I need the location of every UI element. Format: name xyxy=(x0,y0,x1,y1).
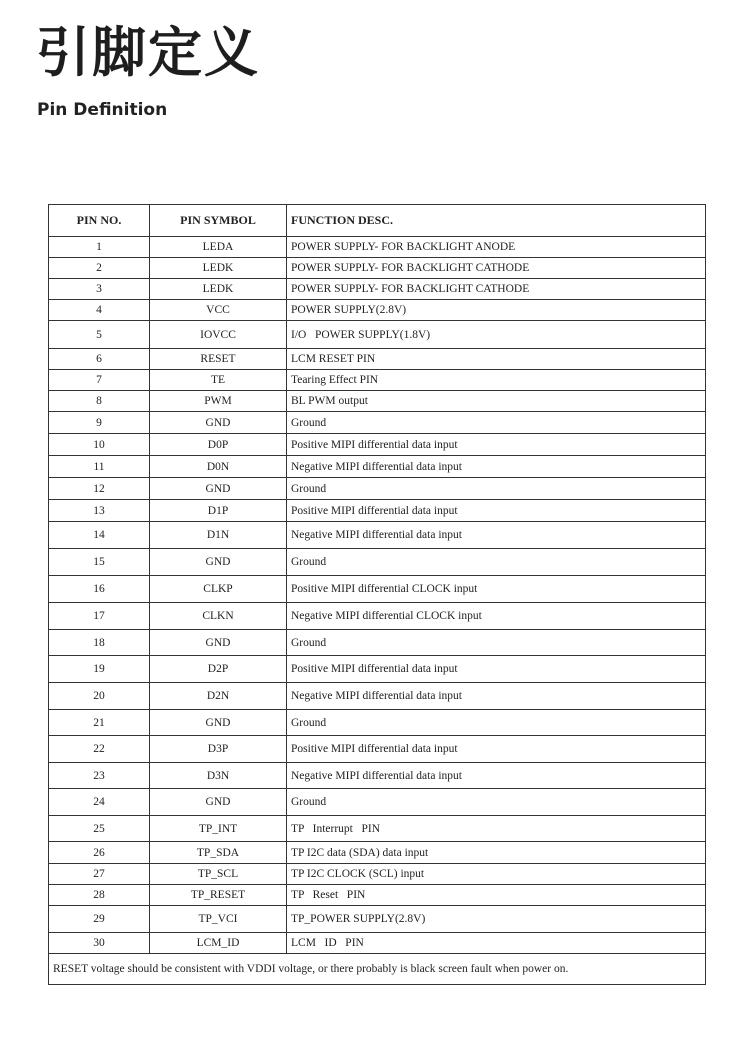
pin-symbol: D0N xyxy=(150,456,287,478)
pin-function: Positive MIPI differential CLOCK input xyxy=(287,576,706,603)
pin-function: Ground xyxy=(287,630,706,656)
table-row xyxy=(49,500,706,522)
pin-symbol: GND xyxy=(150,789,287,816)
pin-number: 9 xyxy=(49,412,150,434)
pin-function: Positive MIPI differential data input xyxy=(287,434,706,456)
pin-symbol: GND xyxy=(150,549,287,576)
table-row xyxy=(49,549,706,576)
pin-function: Ground xyxy=(287,789,706,816)
table-row xyxy=(49,279,706,300)
pin-number: 1 xyxy=(49,237,150,258)
pin-function: POWER SUPPLY- FOR BACKLIGHT CATHODE xyxy=(287,258,706,279)
table-row xyxy=(49,258,706,279)
pin-number: 10 xyxy=(49,434,150,456)
pin-function: TP_POWER SUPPLY(2.8V) xyxy=(287,906,706,933)
pin-function: Positive MIPI differential data input xyxy=(287,736,706,763)
pin-function: Negative MIPI differential data input xyxy=(287,763,706,789)
pin-symbol: GND xyxy=(150,412,287,434)
pin-symbol: LEDA xyxy=(150,237,287,258)
pin-number: 2 xyxy=(49,258,150,279)
pin-number: 19 xyxy=(49,656,150,683)
table-row xyxy=(49,391,706,412)
pin-symbol: CLKP xyxy=(150,576,287,603)
pin-symbol: LCM_ID xyxy=(150,933,287,954)
pin-symbol: TE xyxy=(150,370,287,391)
pin-symbol: CLKN xyxy=(150,603,287,630)
pin-function: TP I2C CLOCK (SCL) input xyxy=(287,864,706,885)
pin-symbol: IOVCC xyxy=(150,321,287,349)
pin-symbol: D3P xyxy=(150,736,287,763)
table-row xyxy=(49,412,706,434)
table-row xyxy=(49,456,706,478)
pin-symbol: RESET xyxy=(150,349,287,370)
pin-symbol: GND xyxy=(150,710,287,736)
table-row xyxy=(49,816,706,842)
table-header-row xyxy=(49,205,706,237)
header-function-desc: FUNCTION DESC. xyxy=(287,205,706,237)
pin-function: POWER SUPPLY- FOR BACKLIGHT CATHODE xyxy=(287,279,706,300)
table-row xyxy=(49,906,706,933)
pin-number: 17 xyxy=(49,603,150,630)
header-pin-symbol: PIN SYMBOL xyxy=(150,205,287,237)
pin-symbol: D0P xyxy=(150,434,287,456)
pin-number: 28 xyxy=(49,885,150,906)
pin-symbol: D2N xyxy=(150,683,287,710)
table-row xyxy=(49,576,706,603)
pin-number: 21 xyxy=(49,710,150,736)
pin-function: TP I2C data (SDA) data input xyxy=(287,842,706,864)
table-row xyxy=(49,710,706,736)
table-row xyxy=(49,478,706,500)
pin-number: 7 xyxy=(49,370,150,391)
pin-function: TP Reset PIN xyxy=(287,885,706,906)
pin-symbol: TP_VCI xyxy=(150,906,287,933)
table-row xyxy=(49,603,706,630)
pin-function: TP Interrupt PIN xyxy=(287,816,706,842)
pin-number: 24 xyxy=(49,789,150,816)
pin-symbol: D1N xyxy=(150,522,287,549)
pin-number: 3 xyxy=(49,279,150,300)
pin-table-body xyxy=(49,237,706,954)
pin-function: Positive MIPI differential data input xyxy=(287,656,706,683)
table-row xyxy=(49,656,706,683)
table-row xyxy=(49,885,706,906)
pin-function: POWER SUPPLY(2.8V) xyxy=(287,300,706,321)
pin-number: 16 xyxy=(49,576,150,603)
pin-function: Negative MIPI differential data input xyxy=(287,683,706,710)
table-row xyxy=(49,630,706,656)
pin-number: 23 xyxy=(49,763,150,789)
table-row xyxy=(49,522,706,549)
page-title-chinese: 引脚定义 xyxy=(36,21,260,84)
pin-symbol: LEDK xyxy=(150,279,287,300)
pin-symbol: TP_RESET xyxy=(150,885,287,906)
pin-number: 8 xyxy=(49,391,150,412)
note-row xyxy=(49,954,706,985)
pin-function: POWER SUPPLY- FOR BACKLIGHT ANODE xyxy=(287,237,706,258)
pin-number: 6 xyxy=(49,349,150,370)
pin-function: Ground xyxy=(287,710,706,736)
table-note: RESET voltage should be consistent with VDDI voltage, or there probably is black screen fault when power on. xyxy=(49,954,706,985)
table-row xyxy=(49,434,706,456)
pin-number: 4 xyxy=(49,300,150,321)
pin-function: LCM RESET PIN xyxy=(287,349,706,370)
pin-symbol: TP_INT xyxy=(150,816,287,842)
pin-function: Negative MIPI differential data input xyxy=(287,456,706,478)
header-pin-no: PIN NO. xyxy=(49,205,150,237)
table-row xyxy=(49,349,706,370)
table-row xyxy=(49,321,706,349)
pin-symbol: GND xyxy=(150,630,287,656)
pin-number: 25 xyxy=(49,816,150,842)
table-row xyxy=(49,842,706,864)
table-row xyxy=(49,683,706,710)
pin-symbol: D1P xyxy=(150,500,287,522)
table-row xyxy=(49,763,706,789)
pin-function: Ground xyxy=(287,549,706,576)
pin-number: 11 xyxy=(49,456,150,478)
pin-function: Ground xyxy=(287,478,706,500)
table-row xyxy=(49,789,706,816)
pin-symbol: D3N xyxy=(150,763,287,789)
pin-function: Ground xyxy=(287,412,706,434)
table-row xyxy=(49,237,706,258)
pin-number: 27 xyxy=(49,864,150,885)
pin-symbol: PWM xyxy=(150,391,287,412)
pin-function: Negative MIPI differential data input xyxy=(287,522,706,549)
pin-number: 14 xyxy=(49,522,150,549)
pin-symbol: GND xyxy=(150,478,287,500)
pin-function: BL PWM output xyxy=(287,391,706,412)
table-row xyxy=(49,370,706,391)
pin-symbol: TP_SDA xyxy=(150,842,287,864)
pin-symbol: VCC xyxy=(150,300,287,321)
pin-number: 5 xyxy=(49,321,150,349)
page-title-english: Pin Definition xyxy=(37,100,168,120)
table-row xyxy=(49,736,706,763)
pin-function: LCM ID PIN xyxy=(287,933,706,954)
pin-number: 29 xyxy=(49,906,150,933)
pin-number: 22 xyxy=(49,736,150,763)
table-row xyxy=(49,933,706,954)
pin-function: Negative MIPI differential CLOCK input xyxy=(287,603,706,630)
pin-number: 30 xyxy=(49,933,150,954)
pin-number: 18 xyxy=(49,630,150,656)
pin-number: 26 xyxy=(49,842,150,864)
table-row xyxy=(49,300,706,321)
pin-function: Tearing Effect PIN xyxy=(287,370,706,391)
pin-symbol: TP_SCL xyxy=(150,864,287,885)
pin-number: 20 xyxy=(49,683,150,710)
pin-number: 15 xyxy=(49,549,150,576)
pin-number: 13 xyxy=(49,500,150,522)
pin-number: 12 xyxy=(49,478,150,500)
pin-definition-table xyxy=(48,204,706,985)
pin-function: Positive MIPI differential data input xyxy=(287,500,706,522)
pin-symbol: D2P xyxy=(150,656,287,683)
pin-function: I/O POWER SUPPLY(1.8V) xyxy=(287,321,706,349)
pin-symbol: LEDK xyxy=(150,258,287,279)
table-row xyxy=(49,864,706,885)
